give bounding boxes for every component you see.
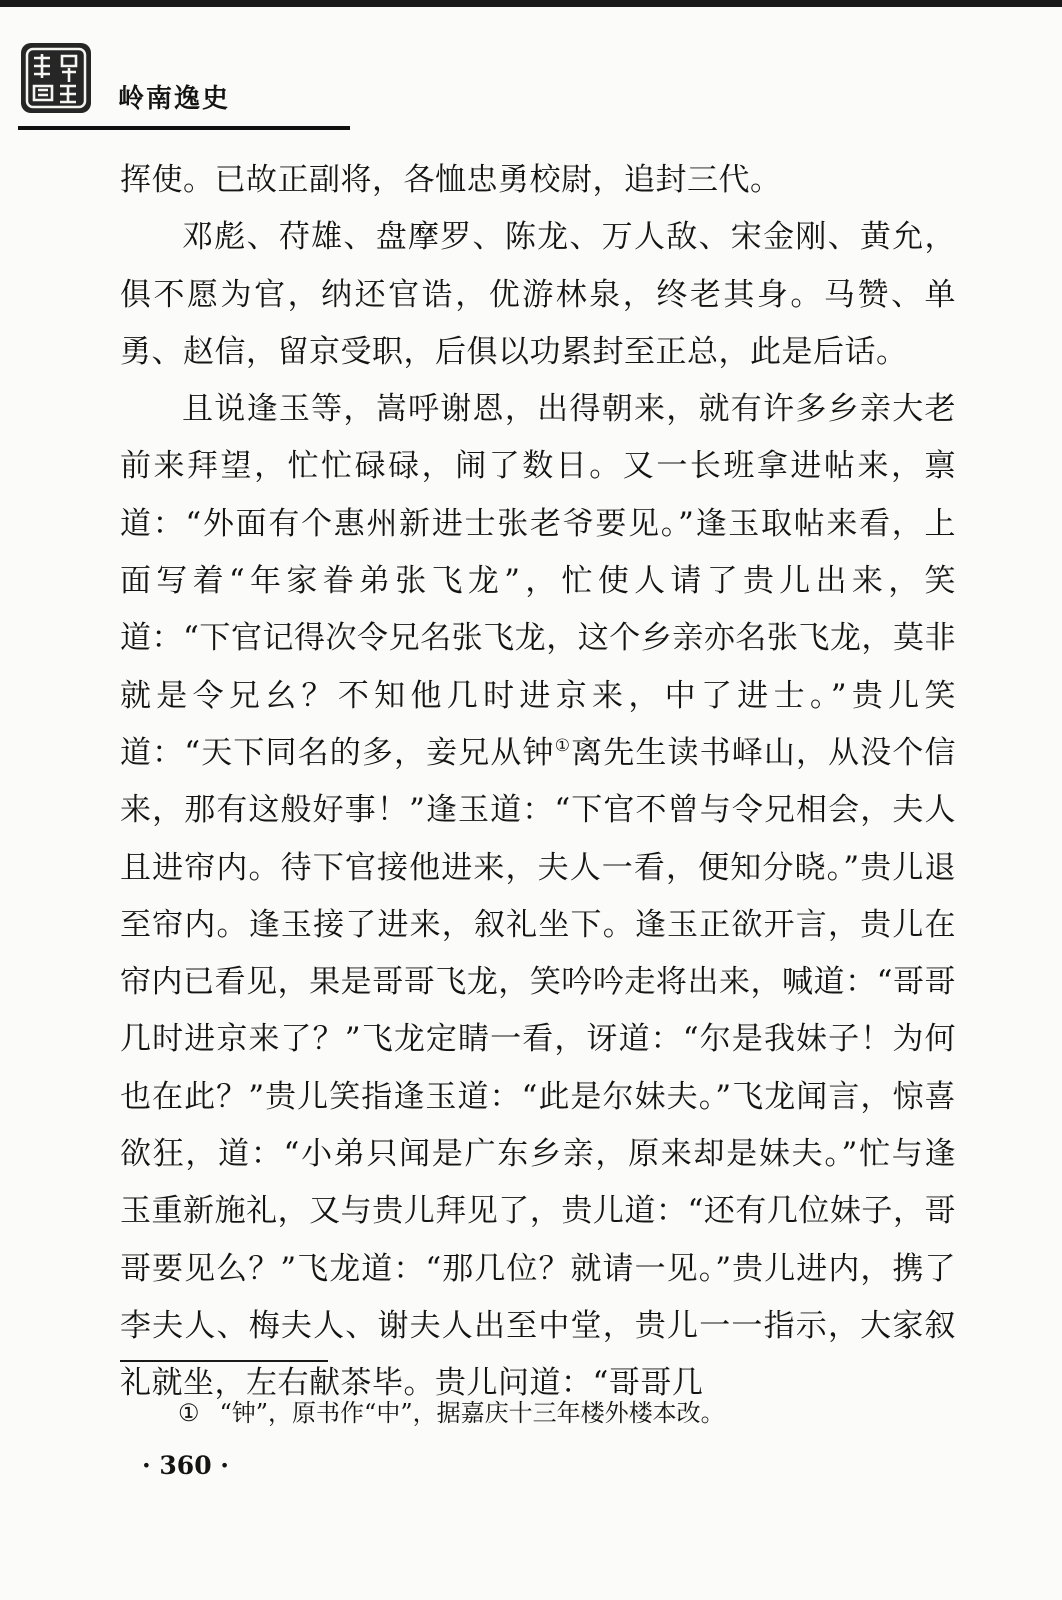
paragraph-text: 离先生读书峄山，从没个信来，那有这般好事！”逢玉道：“下官不曾与令兄相会，夫人且进帘内。待下官接他进来，夫人一看，便知分晓。”贵儿退至帘内。逢玉接了进来，叙礼坐下。逢玉正欲开言，贵儿在帘内已看见，果是哥哥飞龙，笑吟吟走将出来，喊道：“哥哥几时进京来了？”飞龙定睛一看，讶道：“尔是我妹子！为何也在此？”贵儿笑指逢玉道：“此是尔妹夫。”飞龙闻言，惊喜欲狂，道：“小弟只闻是广东乡亲，原来却是妹夫。”忙与逢玉重新施礼，又与贵儿拜见了，贵儿道：“还有几位妹子，哥哥要见么？”飞龙道：“那几位？就请一见。”贵儿进内，携了李夫人、梅夫人、谢夫人出至中堂，贵儿一一指示，大家叙礼就坐，左右献茶毕。贵儿问道：“哥哥几 <box>120 734 956 1402</box>
body-text <box>120 152 956 1413</box>
paragraph: 邓彪、苻雄、盘摩罗、陈龙、万人敌、宋金刚、黄允，俱不愿为官，纳还官诰，优游林泉，终老其身。马赞、单勇、赵信，留京受职，后俱以功累封至正总，此是后话。 <box>120 219 956 370</box>
footnote-text: “钟”，原书作“中”，据嘉庆十三年楼外楼本改。 <box>219 1399 725 1427</box>
header-rule <box>18 126 350 130</box>
paragraph <box>120 381 956 1412</box>
running-header <box>18 40 348 132</box>
footnote-rule <box>120 1360 328 1362</box>
top-edge-rule <box>0 0 1062 7</box>
paragraph-text: 且说逢玉等，嵩呼谢恩，出得朝来，就有许多乡亲大老前来拜望，忙忙碌碌，闹了数日。又一长班拿进帖来，禀道：“外面有个惠州新进士张老爷要见。”逢玉取帖来看，上面写着“年家眷弟张飞龙”，忙使人请了贵儿出来，笑道：“下官记得次令兄名张飞龙，这个乡亲亦名张飞龙，莫非就是令兄幺？不知他几时进京来，中了进士。”贵儿笑道：“天下同名的多，妾兄从钟 <box>120 391 956 771</box>
page-number: · 360 · <box>142 1451 229 1480</box>
seal-stamp-icon <box>18 40 94 116</box>
footnote-marker: ① <box>554 735 572 756</box>
book-title: 岭南逸史 <box>118 84 231 114</box>
footnote-number: ① <box>178 1399 200 1427</box>
footnote <box>178 1396 725 1430</box>
paragraph: 挥使。已故正副将，各恤忠勇校尉，追封三代。 <box>120 162 782 198</box>
